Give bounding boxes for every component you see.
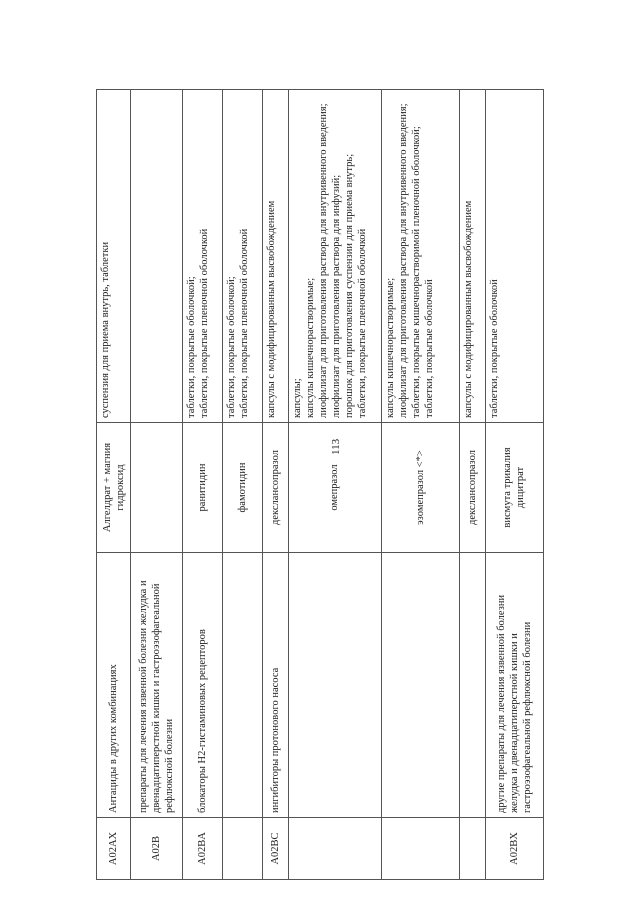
dosage-form-line: таблетки, покрытые оболочкой <box>488 279 500 418</box>
rotated-table-sheet <box>96 90 544 880</box>
dosage-forms-cell <box>223 90 263 423</box>
dosage-form-line: суспензия для приема внутрь, таблетки <box>100 241 111 418</box>
page-number: 113 <box>330 438 342 455</box>
dosage-forms-cell <box>459 90 485 423</box>
atc-code-cell: A02BX <box>485 818 543 880</box>
dosage-form-line: лиофилизат для приготовления раствора для внутривенного введения; <box>318 103 330 418</box>
dosage-form-line: капсулы кишечнорастворимые; <box>305 277 317 418</box>
table-row <box>485 90 543 880</box>
dosage-form-line: таблетки, покрытые оболочкой; <box>186 276 198 418</box>
atc-code-cell <box>459 818 485 880</box>
dosage-form-line: лиофилизат для приготовления раствора для внутривенного введения; <box>397 103 409 418</box>
atc-code-cell: A02B <box>131 818 183 880</box>
dosage-form-line: капсулы с модифицированным высвобождением <box>266 200 278 418</box>
dosage-forms-cell <box>485 90 543 423</box>
dosage-form-line: таблетки, покрытые оболочкой; <box>226 276 238 418</box>
group-name-cell <box>381 553 459 818</box>
drug-name-cell: декслансопразол <box>459 423 485 553</box>
dosage-form-line: лиофилизат для приготовления раствора для инфузий; <box>331 174 343 418</box>
table-row <box>459 90 485 880</box>
table-row <box>97 90 131 880</box>
group-name-cell <box>459 553 485 818</box>
group-name-cell <box>223 553 263 818</box>
group-name-cell <box>289 553 381 818</box>
atc-code-cell <box>289 818 381 880</box>
dosage-forms-cell <box>131 90 183 423</box>
dosage-forms-cell <box>183 90 223 423</box>
table-row <box>289 90 381 880</box>
drug-name-cell: омепразол <box>289 423 381 553</box>
dosage-form-line: таблетки, покрытые кишечнорастворимой пленочной оболочкой; <box>410 126 422 418</box>
dosage-form-line: таблетки, покрытые пленочной оболочкой <box>357 228 369 418</box>
dosage-form-line: таблетки, покрытые оболочкой <box>423 279 435 418</box>
table-row <box>223 90 263 880</box>
dosage-form-line: таблетки, покрытые пленочной оболочкой <box>239 228 251 418</box>
group-name-cell: блокаторы Н2-гистаминовых рецепторов <box>183 553 223 818</box>
dosage-forms-cell <box>97 90 131 423</box>
dosage-forms-cell <box>381 90 459 423</box>
table-row <box>131 90 183 880</box>
dosage-form-line: таблетки, покрытые пленочной оболочкой <box>199 228 211 418</box>
dosage-form-line: капсулы кишечнорастворимые; <box>384 277 396 418</box>
atc-code-cell: A02BC <box>263 818 289 880</box>
table-row <box>263 90 289 880</box>
group-name-cell: ингибиторы протонового насоса <box>263 553 289 818</box>
dosage-forms-cell <box>263 90 289 423</box>
drug-table <box>96 89 544 880</box>
drug-name-cell: висмута трикалия дицитрат <box>485 423 543 553</box>
drug-name-cell: декслансопразол <box>263 423 289 553</box>
table-row <box>183 90 223 880</box>
table-row <box>381 90 459 880</box>
group-name-cell: другие препараты для лечения язвенной болезни желудка и двенадцатиперстной кишки и гастроэзофагеальной рефлюксной болезни <box>485 553 543 818</box>
drug-table-body <box>97 90 544 880</box>
drug-name-cell <box>131 423 183 553</box>
drug-name-cell: эзомепразол <*> <box>381 423 459 553</box>
drug-name-cell: фамотидин <box>223 423 263 553</box>
atc-code-cell: A02AX <box>97 818 131 880</box>
atc-code-cell: A02BA <box>183 818 223 880</box>
drug-name-cell: Алгелдрат + магния гидроксид <box>97 423 131 553</box>
dosage-form-line: капсулы; <box>292 378 304 418</box>
dosage-form-line: капсулы с модифицированным высвобождением <box>462 200 474 418</box>
dosage-form-line: порошок для приготовления суспензии для приема внутрь; <box>344 153 356 418</box>
group-name-cell: Антациды в других комбинациях <box>97 553 131 818</box>
drug-name-cell: ранитидин <box>183 423 223 553</box>
dosage-forms-cell <box>289 90 381 423</box>
group-name-cell: препараты для лечения язвенной болезни желудка и двенадцатиперстной кишки и гастроэзофагеальной рефлюксной болезни <box>131 553 183 818</box>
atc-code-cell <box>223 818 263 880</box>
atc-code-cell <box>381 818 459 880</box>
